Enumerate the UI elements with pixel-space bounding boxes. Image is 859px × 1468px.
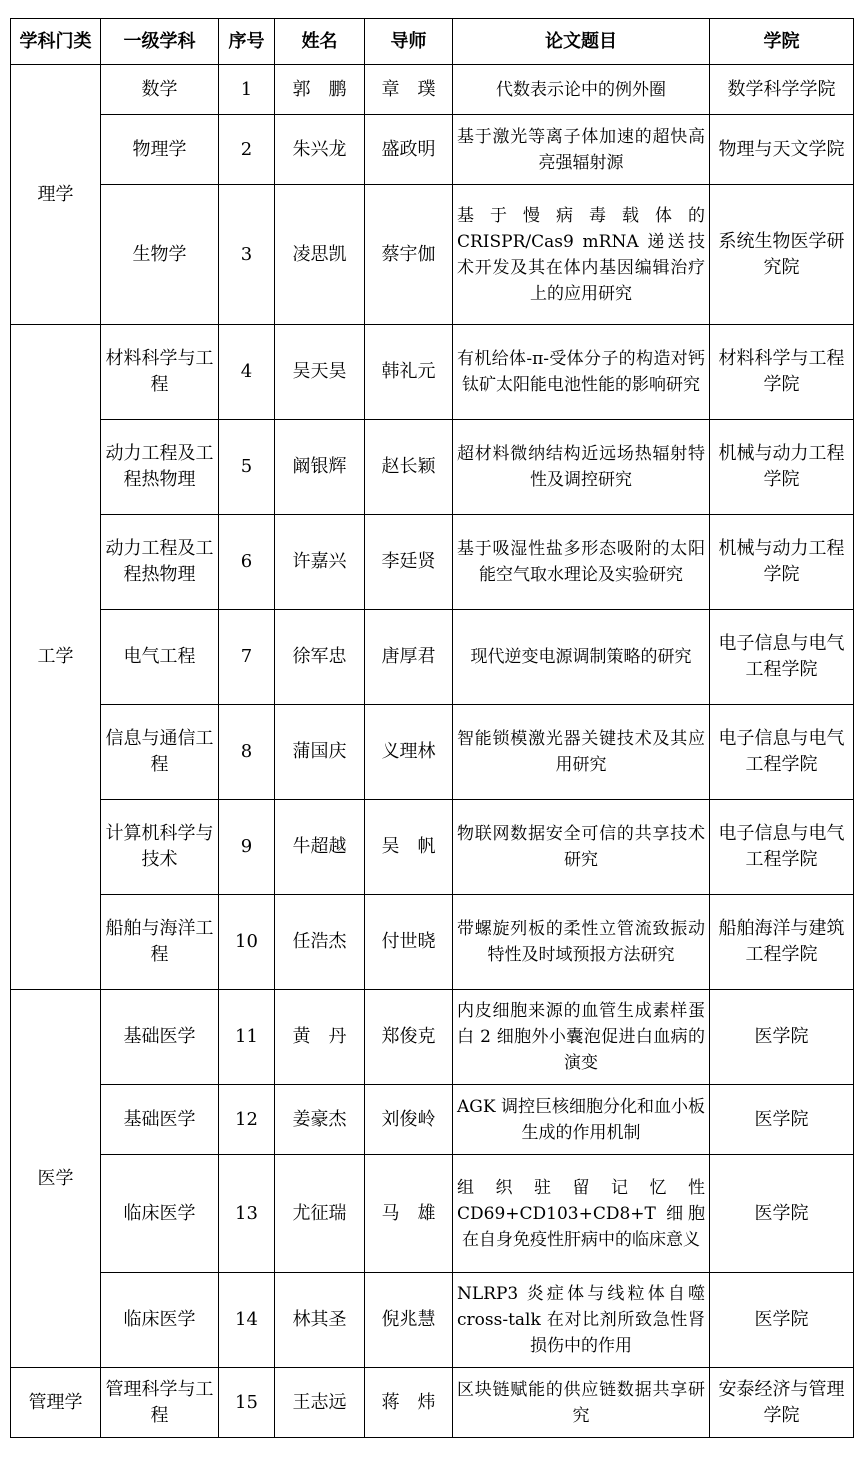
college-cell: 医学院 — [710, 1273, 854, 1368]
table-row — [11, 515, 854, 610]
number-cell: 10 — [219, 895, 275, 990]
college-cell: 物理与天文学院 — [710, 115, 854, 185]
number-cell: 7 — [219, 610, 275, 705]
name-cell: 王志远 — [275, 1368, 365, 1438]
title-cell: NLRP3 炎症体与线粒体自噬cross-talk 在对比剂所致急性肾损伤中的作用 — [453, 1273, 710, 1368]
table-body — [11, 65, 854, 1438]
name-cell: 黄 丹 — [275, 990, 365, 1085]
number-cell: 3 — [219, 185, 275, 325]
table-row — [11, 65, 854, 115]
advisor-cell: 吴 帆 — [365, 800, 453, 895]
college-cell: 电子信息与电气工程学院 — [710, 705, 854, 800]
number-cell: 1 — [219, 65, 275, 115]
college-cell: 船舶海洋与建筑工程学院 — [710, 895, 854, 990]
college-cell: 医学院 — [710, 1085, 854, 1155]
table-row — [11, 420, 854, 515]
college-cell: 医学院 — [710, 990, 854, 1085]
number-cell: 11 — [219, 990, 275, 1085]
name-cell: 凌思凯 — [275, 185, 365, 325]
subject-cell: 电气工程 — [101, 610, 219, 705]
table-row — [11, 1085, 854, 1155]
title-cell: 组织驻留记忆性CD69+CD103+CD8+T 细胞在自身免疫性肝病中的临床意义 — [453, 1155, 710, 1273]
subject-cell: 生物学 — [101, 185, 219, 325]
college-cell: 数学科学学院 — [710, 65, 854, 115]
college-cell: 机械与动力工程学院 — [710, 420, 854, 515]
subject-cell: 基础医学 — [101, 1085, 219, 1155]
number-cell: 15 — [219, 1368, 275, 1438]
college-cell: 材料科学与工程学院 — [710, 325, 854, 420]
college-header: 学院 — [710, 19, 854, 65]
advisor-cell: 马 雄 — [365, 1155, 453, 1273]
college-cell: 电子信息与电气工程学院 — [710, 800, 854, 895]
thesis-award-table — [10, 18, 854, 1438]
table-row — [11, 185, 854, 325]
table-row — [11, 895, 854, 990]
advisor-cell: 盛政明 — [365, 115, 453, 185]
subject-cell: 船舶与海洋工程 — [101, 895, 219, 990]
number-cell: 2 — [219, 115, 275, 185]
number-cell: 9 — [219, 800, 275, 895]
table-row — [11, 1273, 854, 1368]
category-header: 学科门类 — [11, 19, 101, 65]
category-cell: 理学 — [11, 65, 101, 325]
number-cell: 14 — [219, 1273, 275, 1368]
advisor-cell: 郑俊克 — [365, 990, 453, 1085]
number-cell: 4 — [219, 325, 275, 420]
name-cell: 朱兴龙 — [275, 115, 365, 185]
subject-cell: 动力工程及工程热物理 — [101, 420, 219, 515]
table-row — [11, 705, 854, 800]
title-cell: 有机给体-π-受体分子的构造对钙钛矿太阳能电池性能的影响研究 — [453, 325, 710, 420]
college-cell: 机械与动力工程学院 — [710, 515, 854, 610]
advisor-cell: 刘俊岭 — [365, 1085, 453, 1155]
subject-cell: 材料科学与工程 — [101, 325, 219, 420]
title-cell: 区块链赋能的供应链数据共享研究 — [453, 1368, 710, 1438]
table-row — [11, 800, 854, 895]
table-row — [11, 1368, 854, 1438]
subject-header: 一级学科 — [101, 19, 219, 65]
title-cell: 内皮细胞来源的血管生成素样蛋白 2 细胞外小囊泡促进白血病的演变 — [453, 990, 710, 1085]
number-cell: 12 — [219, 1085, 275, 1155]
category-cell: 医学 — [11, 990, 101, 1368]
name-cell: 蒲国庆 — [275, 705, 365, 800]
advisor-cell: 章 璞 — [365, 65, 453, 115]
college-cell: 电子信息与电气工程学院 — [710, 610, 854, 705]
college-cell: 安泰经济与管理学院 — [710, 1368, 854, 1438]
title-cell: 基于吸湿性盐多形态吸附的太阳能空气取水理论及实验研究 — [453, 515, 710, 610]
title-cell: 超材料微纳结构近远场热辐射特性及调控研究 — [453, 420, 710, 515]
advisor-cell: 唐厚君 — [365, 610, 453, 705]
name-cell: 吴天昊 — [275, 325, 365, 420]
advisor-cell: 赵长颖 — [365, 420, 453, 515]
title-cell: 智能锁模激光器关键技术及其应用研究 — [453, 705, 710, 800]
title-cell: 基于激光等离子体加速的超快高亮强辐射源 — [453, 115, 710, 185]
category-cell: 工学 — [11, 325, 101, 990]
subject-cell: 管理科学与工程 — [101, 1368, 219, 1438]
advisor-cell: 蒋 炜 — [365, 1368, 453, 1438]
name-cell: 林其圣 — [275, 1273, 365, 1368]
name-cell: 姜豪杰 — [275, 1085, 365, 1155]
number-cell: 6 — [219, 515, 275, 610]
table-row — [11, 115, 854, 185]
subject-cell: 数学 — [101, 65, 219, 115]
title-cell: 现代逆变电源调制策略的研究 — [453, 610, 710, 705]
name-cell: 郭 鹏 — [275, 65, 365, 115]
advisor-cell: 蔡宇伽 — [365, 185, 453, 325]
table-row — [11, 610, 854, 705]
table-row — [11, 1155, 854, 1273]
name-cell: 任浩杰 — [275, 895, 365, 990]
number-header: 序号 — [219, 19, 275, 65]
advisor-header: 导师 — [365, 19, 453, 65]
college-cell: 医学院 — [710, 1155, 854, 1273]
table-row — [11, 990, 854, 1085]
header-row — [11, 19, 854, 65]
name-cell: 徐军忠 — [275, 610, 365, 705]
advisor-cell: 韩礼元 — [365, 325, 453, 420]
name-cell: 尤征瑞 — [275, 1155, 365, 1273]
advisor-cell: 付世晓 — [365, 895, 453, 990]
subject-cell: 临床医学 — [101, 1155, 219, 1273]
name-cell: 牛超越 — [275, 800, 365, 895]
title-cell: 代数表示论中的例外圈 — [453, 65, 710, 115]
table-row — [11, 325, 854, 420]
advisor-cell: 义理林 — [365, 705, 453, 800]
subject-cell: 基础医学 — [101, 990, 219, 1085]
subject-cell: 动力工程及工程热物理 — [101, 515, 219, 610]
subject-cell: 临床医学 — [101, 1273, 219, 1368]
title-cell: 带螺旋列板的柔性立管流致振动特性及时域预报方法研究 — [453, 895, 710, 990]
college-cell: 系统生物医学研究院 — [710, 185, 854, 325]
number-cell: 8 — [219, 705, 275, 800]
name-header: 姓名 — [275, 19, 365, 65]
name-cell: 阚银辉 — [275, 420, 365, 515]
number-cell: 13 — [219, 1155, 275, 1273]
advisor-cell: 倪兆慧 — [365, 1273, 453, 1368]
advisor-cell: 李廷贤 — [365, 515, 453, 610]
category-cell: 管理学 — [11, 1368, 101, 1438]
title-cell: 物联网数据安全可信的共享技术研究 — [453, 800, 710, 895]
number-cell: 5 — [219, 420, 275, 515]
title-cell: 基于慢病毒载体的CRISPR/Cas9 mRNA 递送技术开发及其在体内基因编辑治疗上的应用研究 — [453, 185, 710, 325]
subject-cell: 物理学 — [101, 115, 219, 185]
title-header: 论文题目 — [453, 19, 710, 65]
name-cell: 许嘉兴 — [275, 515, 365, 610]
title-cell: AGK 调控巨核细胞分化和血小板生成的作用机制 — [453, 1085, 710, 1155]
subject-cell: 计算机科学与技术 — [101, 800, 219, 895]
subject-cell: 信息与通信工程 — [101, 705, 219, 800]
